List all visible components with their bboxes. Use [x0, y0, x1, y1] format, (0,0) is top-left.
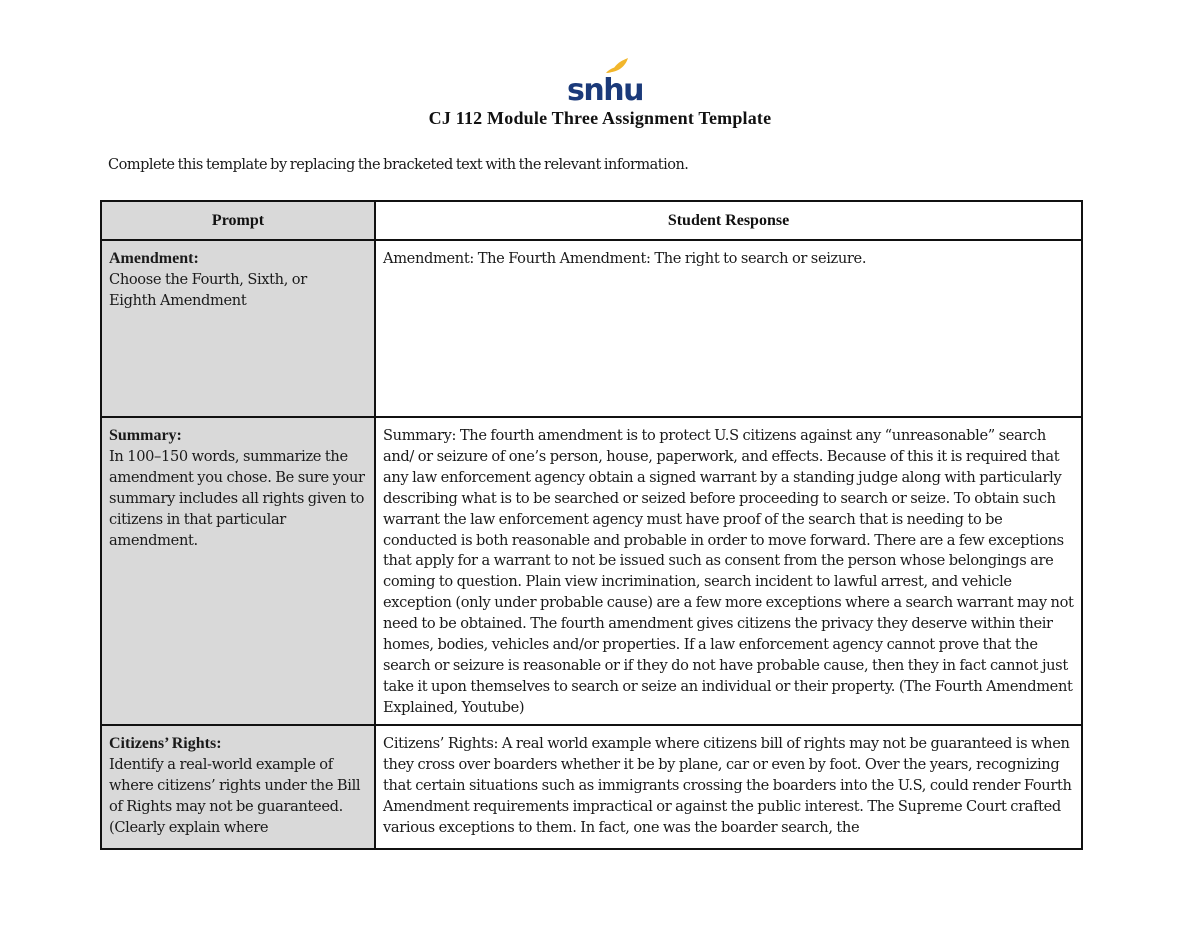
table-row-summary: [101, 417, 1082, 725]
response-text[interactable]: Amendment: The Fourth Amendment: The right to search or seizure.: [383, 250, 867, 267]
prompt-column-header: Prompt: [101, 201, 375, 240]
response-cell[interactable]: [375, 725, 1082, 849]
instructions-text: Complete this template by replacing the bracketed text with the relevant information.: [108, 157, 689, 173]
response-text[interactable]: Citizens’ Rights: A real world example where citizens bill of rights may not be guaranteed is when they cross over boarders whether it be by plane, car or even by foot. Over the years, recognizing that certain situations such as immigrants crossing the boarders into the U.S, could render Fourth Amendment requirements impractical or against the public interest. The Supreme Court crafted various exceptions to them. In fact, one was the boarder search, the: [383, 735, 1072, 836]
prompt-text: In 100–150 words, summarize the amendment you chose. Be sure your summary includes all rights given to citizens in that particular amendment.: [109, 447, 365, 549]
prompt-cell: [101, 725, 375, 849]
response-text[interactable]: Summary: The fourth amendment is to protect U.S citizens against any “unreasonable” search and/ or seizure of one’s person, house, paperwork, and effects. Because of this it is required that any law enforcement agency obtain a signed warrant by a standing judge along with particularly describing what is to be searched or seized before proceeding to search or seize. To obtain such warrant the law enforcement agency must have proof of the search that is needing to be conducted is both reasonable and probable in order to move forward. There are a few exceptions that apply for a warrant to not be issued such as consent from the person whose belongings are coming to question. Plain view incrimination, search incident to lawful arrest, and vehicle exception (only under probable cause) are a few more exceptions where a search warrant may not need to be obtained. The fourth amendment gives citizens the privacy they deserve within their homes, bodies, vehicles and/or properties. If a law enforcement agency cannot prove that the search or seizure is reasonable or if they do not have probable cause, then they in fact cannot just take it upon themselves to search or seize an individual or their property. (The Fourth Amendment Explained, Youtube): [383, 427, 1074, 716]
response-column-header: Student Response: [375, 201, 1082, 240]
table-row-amendment: [101, 240, 1082, 417]
snhu-logo: [566, 58, 643, 108]
response-cell[interactable]: [375, 417, 1082, 725]
prompt-cell: [101, 240, 375, 417]
table-row-citizens-rights: [101, 725, 1082, 849]
prompt-text: Choose the Fourth, Sixth, or Eighth Amendment: [109, 270, 307, 309]
prompt-heading: Summary:: [109, 427, 182, 444]
prompt-text: Identify a real-world example of where citizens’ rights under the Bill of Rights may not be guaranteed. (Clearly explain where: [109, 755, 361, 836]
assignment-table: [100, 200, 1083, 850]
svg-text:snhu: snhu: [567, 73, 643, 108]
prompt-heading: Amendment:: [109, 250, 199, 267]
prompt-heading: Citizens’ Rights:: [109, 735, 222, 752]
document-title: CJ 112 Module Three Assignment Template: [428, 108, 772, 128]
response-cell[interactable]: [375, 240, 1082, 417]
prompt-cell: [101, 417, 375, 725]
